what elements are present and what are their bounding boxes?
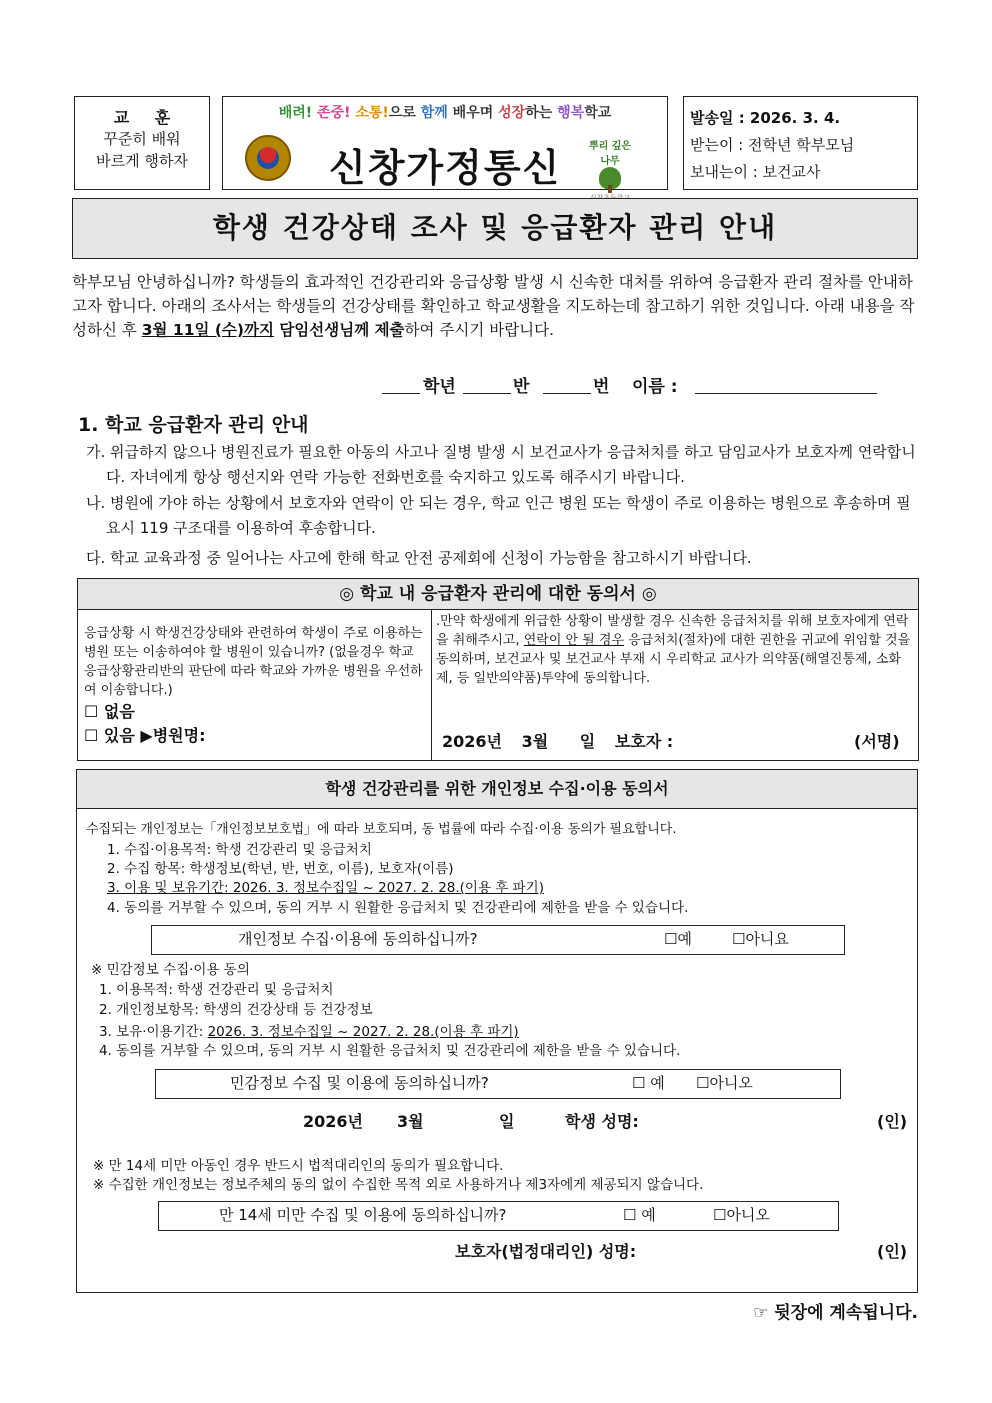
sig2-day: 일: [499, 1112, 515, 1131]
sensitive-item-2: 2. 개인정보항목: 학생의 건강상태 등 건강정보: [99, 1002, 373, 1018]
sig2-year: 2026년: [303, 1112, 363, 1131]
slogan-word: 성장: [498, 105, 526, 121]
number-label: 번: [593, 377, 610, 397]
slogan-word: 함께: [420, 105, 448, 121]
sensitive-title: ※ 민감정보 수집·이용 동의: [91, 962, 250, 978]
deadline: 3월 11일 (수)까지: [141, 321, 274, 339]
note-third-party: ※ 수집한 개인정보는 정보주체의 동의 없이 수집한 목적 외로 사용하거나 제3자에게 제공되지 않습니다.: [93, 1177, 704, 1193]
guardian-signature-line[interactable]: [442, 732, 902, 751]
privacy-item-1: 1. 수집·이용목적: 학생 건강관리 및 응급처치: [107, 842, 372, 858]
motto-box: [74, 96, 210, 190]
privacy-consent-form: [76, 769, 918, 1293]
class-blank[interactable]: [463, 393, 511, 394]
main-title: 학생 건강상태 조사 및 응급환자 관리 안내: [212, 211, 778, 244]
sig-year: 2026년: [442, 732, 502, 751]
privacy-lead: 수집되는 개인정보는「개인정보보호법」에 따라 보호되며, 동 법률에 따라 수집·이용 동의가 필요합니다.: [86, 822, 677, 837]
consent-text-underlined: 연락이 안 될 경우: [523, 633, 625, 648]
class-label: 반: [513, 377, 530, 397]
sig-mark: (서명): [854, 732, 900, 751]
sender: 보내는이 : 보건교사: [690, 163, 821, 181]
slogan-word: 존중!: [317, 105, 351, 121]
main-title-box: [72, 198, 918, 259]
slogan-text: 배우며: [447, 105, 499, 121]
consent-text: .만약 학생에게 위급한 상황이 발생할 경우 신속한 응급처치를 위해 보호자에게 연락을 취해주시고,: [436, 614, 909, 648]
school-slogan: [223, 102, 667, 122]
q2-no-checkbox[interactable]: ☐아니오: [696, 1074, 753, 1092]
continued-note: ☞ 뒷장에 계속됩니다.: [753, 1303, 918, 1323]
guardian-legal-signature-label[interactable]: 보호자(법정대리인) 성명:: [455, 1242, 637, 1261]
sensitive-item-3-label: 3. 보유·이용기간:: [99, 1024, 208, 1040]
note-under-14: ※ 만 14세 미만 아동인 경우 반드시 법적대리인의 동의가 필요합니다.: [93, 1158, 504, 1174]
privacy-consent-question: [151, 925, 845, 955]
sig2-mark: (인): [877, 1112, 908, 1131]
item-text: 나. 병원에 가야 하는 상황에서 보호자와 연락이 안 되는 경우, 학교 인근 병원 또는 학생이 주로 이용하는 병원으로 후송하며 필요시 119 구조대를 이용하여 후송합니다.: [86, 494, 911, 537]
section1-item-a: [86, 440, 920, 490]
q1-no-checkbox[interactable]: ☐아니요: [732, 930, 789, 948]
grade-label: 학년: [423, 377, 456, 397]
section1-item-b: [86, 491, 920, 541]
slogan-text: 으로: [388, 105, 416, 121]
sig-month: 3월: [521, 732, 549, 751]
motto-line-1: 꾸준히 배워: [103, 130, 181, 148]
consent1-title: ◎ 학교 내 응급환자 관리에 대한 동의서 ◎: [78, 579, 918, 610]
sig3-mark: (인): [877, 1242, 908, 1261]
recipient: 받는이 : 전학년 학부모님: [690, 136, 855, 154]
sig2-month: 3월: [397, 1112, 424, 1131]
submit-to: 담임선생님께 제출: [273, 321, 405, 339]
section1-title: 1. 학교 응급환자 관리 안내: [78, 414, 309, 436]
section1-item-c: [86, 546, 920, 571]
emergency-consent-form: [77, 578, 919, 761]
consent2-title: 학생 건강관리를 위한 개인정보 수집·이용 동의서: [77, 770, 917, 809]
slogan-word: 행복: [557, 105, 585, 121]
newsletter-title-box: [222, 96, 668, 190]
sensitive-item-4: 4. 동의를 거부할 수 있으며, 동의 거부 시 원활한 응급처치 및 건강관리에 제한을 받을 수 있습니다.: [99, 1043, 681, 1059]
slogan-word: 배려!: [278, 105, 313, 121]
intro-paragraph: [72, 270, 922, 342]
newsletter-title: 신창가정통신: [329, 146, 562, 190]
hospital-question: [78, 610, 432, 760]
q2-yes-checkbox[interactable]: ☐ 예: [632, 1074, 665, 1092]
tree-logo-icon: [583, 137, 637, 181]
motto-title: 교 훈: [113, 108, 181, 127]
q1-text: 개인정보 수집·이용에 동의하십니까?: [238, 930, 478, 948]
sensitive-consent-question: [155, 1069, 841, 1099]
q1-yes-checkbox[interactable]: ☐예: [664, 930, 692, 948]
motto-line-2: 바르게 행하자: [96, 152, 188, 170]
q3-no-checkbox[interactable]: ☐아니오: [713, 1206, 770, 1224]
privacy-item-4: 4. 동의를 거부할 수 있으며, 동의 거부 시 원활한 응급처치 및 건강관리에 제한을 받을 수 있습니다.: [107, 900, 689, 916]
info-box: [683, 96, 918, 190]
slogan-text: 하는: [525, 105, 553, 121]
tree-logo-text: 뿌리 깊은 나무: [588, 141, 632, 167]
sig-day: 일: [579, 732, 596, 751]
intro-text-end: 하여 주시기 바랍니다.: [404, 321, 555, 339]
intro-text: 학부모님 안녕하십니까? 학생들의 효과적인 건강관리와 응급상황 발생 시 신속한 대처를 위하여 응급환자 관리 절차를 안내하고자 합니다. 아래의 조사서는 학생들의 건강상태를 확인하고 학교생활을 지도하는데 참고하기 위한 것입니다. 아래 내용을 작성하신 후: [72, 273, 915, 339]
privacy-item-2: 2. 수집 항목: 학생정보(학년, 반, 번호, 이름), 보호자(이름): [107, 861, 454, 877]
delegation-consent: [432, 610, 918, 760]
item-text: 다. 학교 교육과정 중 일어나는 사고에 한해 학교 안전 공제회에 신청이 가능함을 참고하시기 바랍니다.: [86, 549, 752, 567]
option-no-checkbox[interactable]: ☐ 없음: [84, 702, 135, 721]
sensitive-period: 2026. 3. 정보수집일 ~ 2027. 2. 28.(이용 후 파기): [207, 1024, 519, 1040]
school-emblem-icon: [245, 135, 291, 181]
name-label: 이름 :: [632, 377, 678, 397]
name-blank[interactable]: [695, 393, 877, 394]
q3-yes-checkbox[interactable]: ☐ 예: [623, 1206, 656, 1224]
number-blank[interactable]: [543, 393, 591, 394]
student-signature-label[interactable]: 학생 성명:: [565, 1112, 639, 1131]
consent-text: 응급처치(절차)에 대한 권한을 귀교에 위임할 것을 동의하며, 보건교사 및 보건교사 부재 시 우리학교 교사가 의약품(해열진통제, 소화제, 등 일반의약품)투약에 동의합니다.: [436, 633, 911, 686]
send-date: 발송일 : 2026. 3. 4.: [690, 109, 841, 127]
q3-text: 만 14세 미만 수집 및 이용에 동의하십니까?: [219, 1206, 507, 1224]
hospital-question-text: 응급상황 시 학생건강상태와 관련하여 학생이 주로 이용하는 병원 또는 이송하여야 할 병원이 있습니까? (없을경우 학교 응급상황관리반의 판단에 따라 학교와 가까운 병원을 우선하여 이송합니다.): [84, 626, 423, 698]
sig-guardian-label: 보호자 :: [614, 732, 674, 751]
slogan-text: 학교: [584, 105, 612, 121]
sensitive-item-1: 1. 이용목적: 학생 건강관리 및 응급처치: [99, 982, 334, 998]
q2-text: 민감정보 수집 및 이용에 동의하십니까?: [230, 1074, 489, 1092]
under14-consent-question: [158, 1201, 839, 1231]
option-yes-checkbox[interactable]: ☐ 있음 ▶병원명:: [84, 726, 206, 745]
tree-icon: [599, 167, 621, 189]
item-text: 가. 위급하지 않으나 병원진료가 필요한 아동의 사고나 질병 발생 시 보건교사가 응급처치를 하고 담임교사가 보호자께 연락합니다. 자녀에게 항상 행선지와 연락 가능한 전화번호를 숙지하고 있도록 해주시기 바랍니다.: [86, 443, 916, 486]
slogan-word: 소통!: [355, 105, 389, 121]
sensitive-item-3: [99, 1022, 519, 1042]
privacy-item-3: 3. 이용 및 보유기간: 2026. 3. 정보수집일 ~ 2027. 2. 28.(이용 후 파기): [107, 880, 544, 896]
grade-blank[interactable]: [382, 393, 420, 394]
